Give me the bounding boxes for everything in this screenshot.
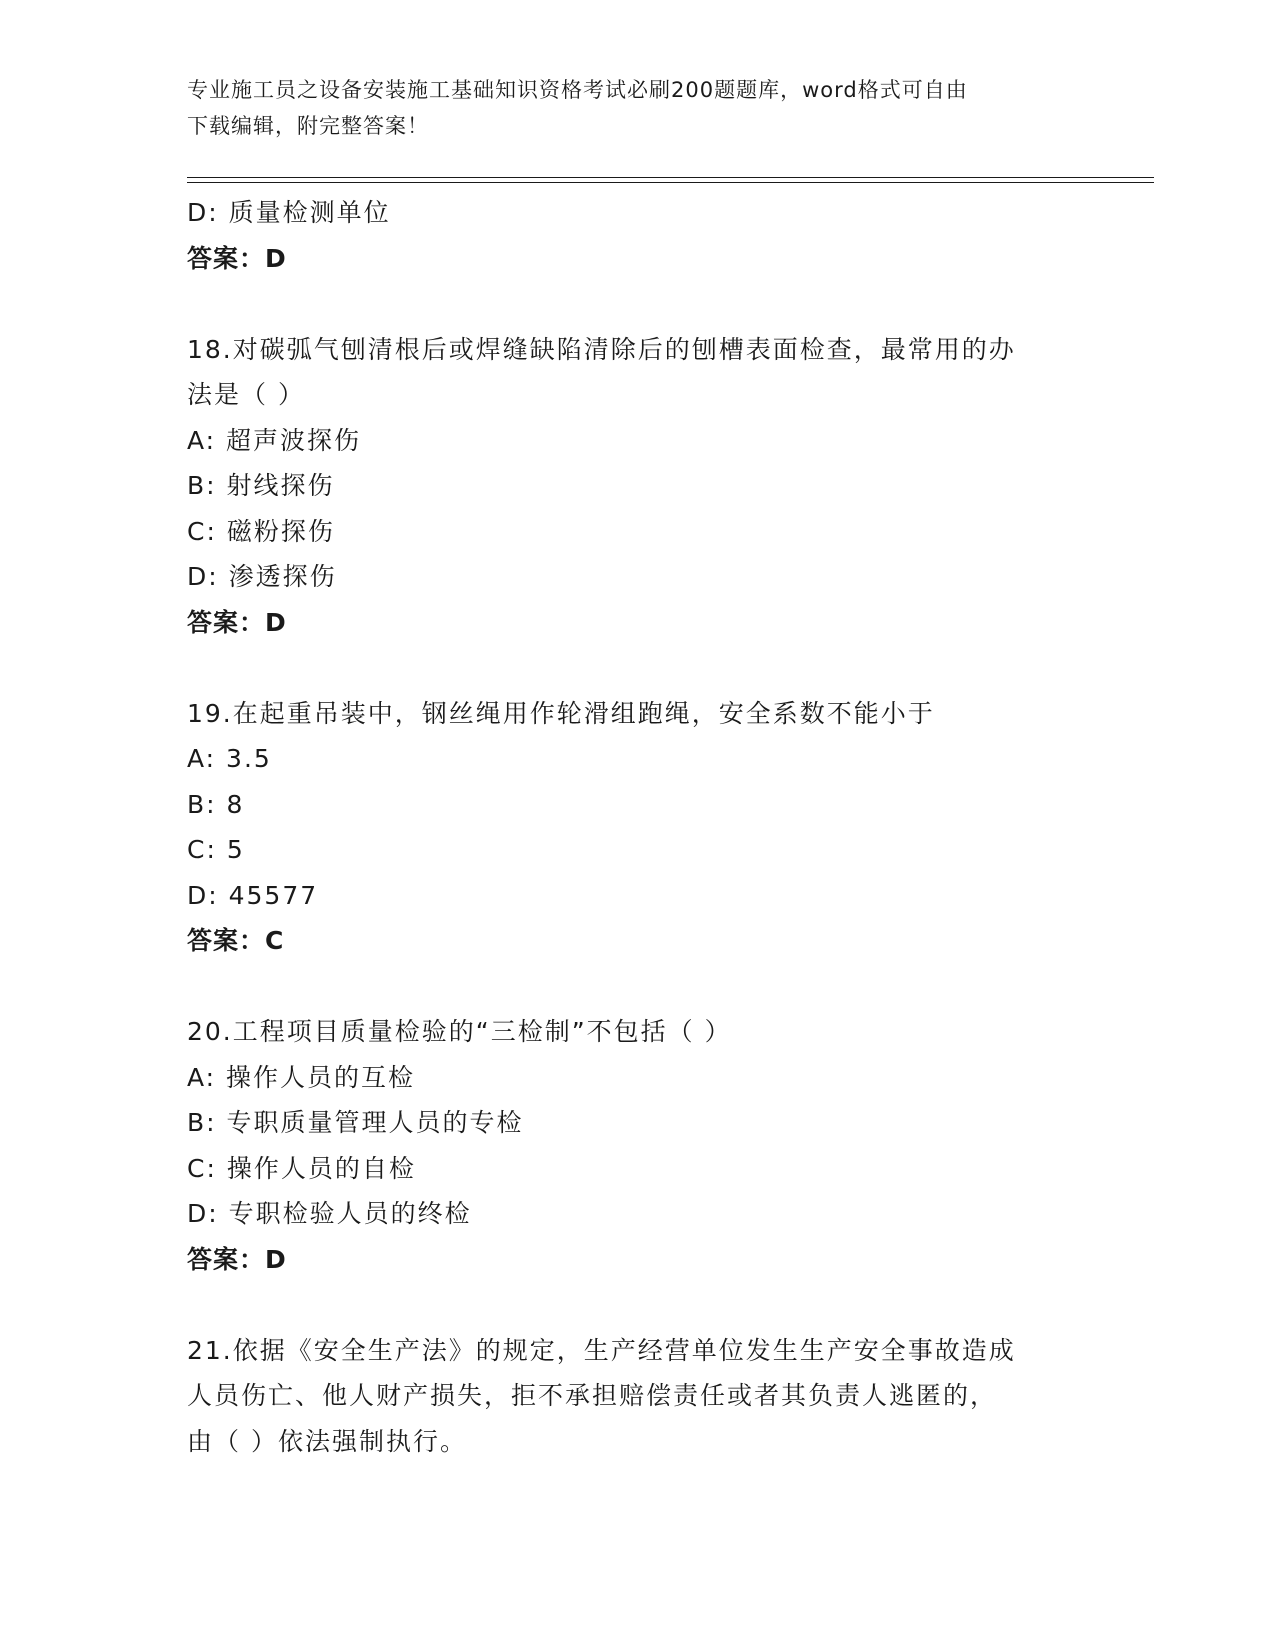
document-header — [187, 72, 1087, 144]
q20-option-b: B: 专职质量管理人员的专检 — [187, 1108, 524, 1137]
q17-answer: 答案：D — [187, 243, 287, 273]
q19-option-b: B: 8 — [187, 789, 245, 819]
q20-answer: 答案：D — [187, 1244, 287, 1274]
header-line-2: 下载编辑，附完整答案！ — [187, 114, 429, 138]
q18-stem-line-2: 法是（ ） — [187, 380, 305, 409]
q19-option-c: C: 5 — [187, 835, 245, 864]
q20-option-a: A: 操作人员的互检 — [187, 1062, 416, 1092]
header-divider-bottom — [187, 182, 1154, 183]
header-line-1: 专业施工员之设备安装施工基础知识资格考试必刷200题题库，word格式可自由 — [187, 78, 968, 102]
spacer — [187, 964, 1087, 1010]
q17-option-d: D: 质量检测单位 — [187, 198, 391, 227]
q20-stem-line-1: 20.工程项目质量检验的“三检制”不包括（ ） — [187, 1017, 732, 1046]
spacer — [187, 1282, 1087, 1328]
header-divider-top — [187, 177, 1154, 178]
q18-option-b: B: 射线探伤 — [187, 471, 335, 500]
question-list — [187, 190, 1087, 1464]
q21-stem-line-2: 人员伤亡、他人财产损失，拒不承担赔偿责任或者其负责人逃匿的， — [187, 1381, 998, 1410]
q18-option-d: D: 渗透探伤 — [187, 562, 337, 591]
q20-option-d: D: 专职检验人员的终检 — [187, 1199, 472, 1228]
q19-option-d: D: 45577 — [187, 880, 319, 910]
q18-option-c: C: 磁粉探伤 — [187, 516, 335, 546]
q18-answer: 答案：D — [187, 607, 287, 637]
spacer — [187, 281, 1087, 327]
spacer — [187, 645, 1087, 691]
q19-stem-line-1: 19.在起重吊装中，钢丝绳用作轮滑组跑绳，安全系数不能小于 — [187, 698, 935, 728]
q20-option-c: C: 操作人员的自检 — [187, 1153, 416, 1183]
q21-stem-line-1: 21.依据《安全生产法》的规定，生产经营单位发生生产安全事故造成 — [187, 1335, 1016, 1365]
q19-option-a: A: 3.5 — [187, 744, 272, 773]
q18-stem-line-1: 18.对碳弧气刨清根后或焊缝缺陷清除后的刨槽表面检查，最常用的办 — [187, 334, 1016, 364]
q21-stem-line-3: 由（ ）依法强制执行。 — [187, 1426, 467, 1456]
q18-option-a: A: 超声波探伤 — [187, 425, 362, 455]
q19-answer: 答案：C — [187, 926, 285, 955]
